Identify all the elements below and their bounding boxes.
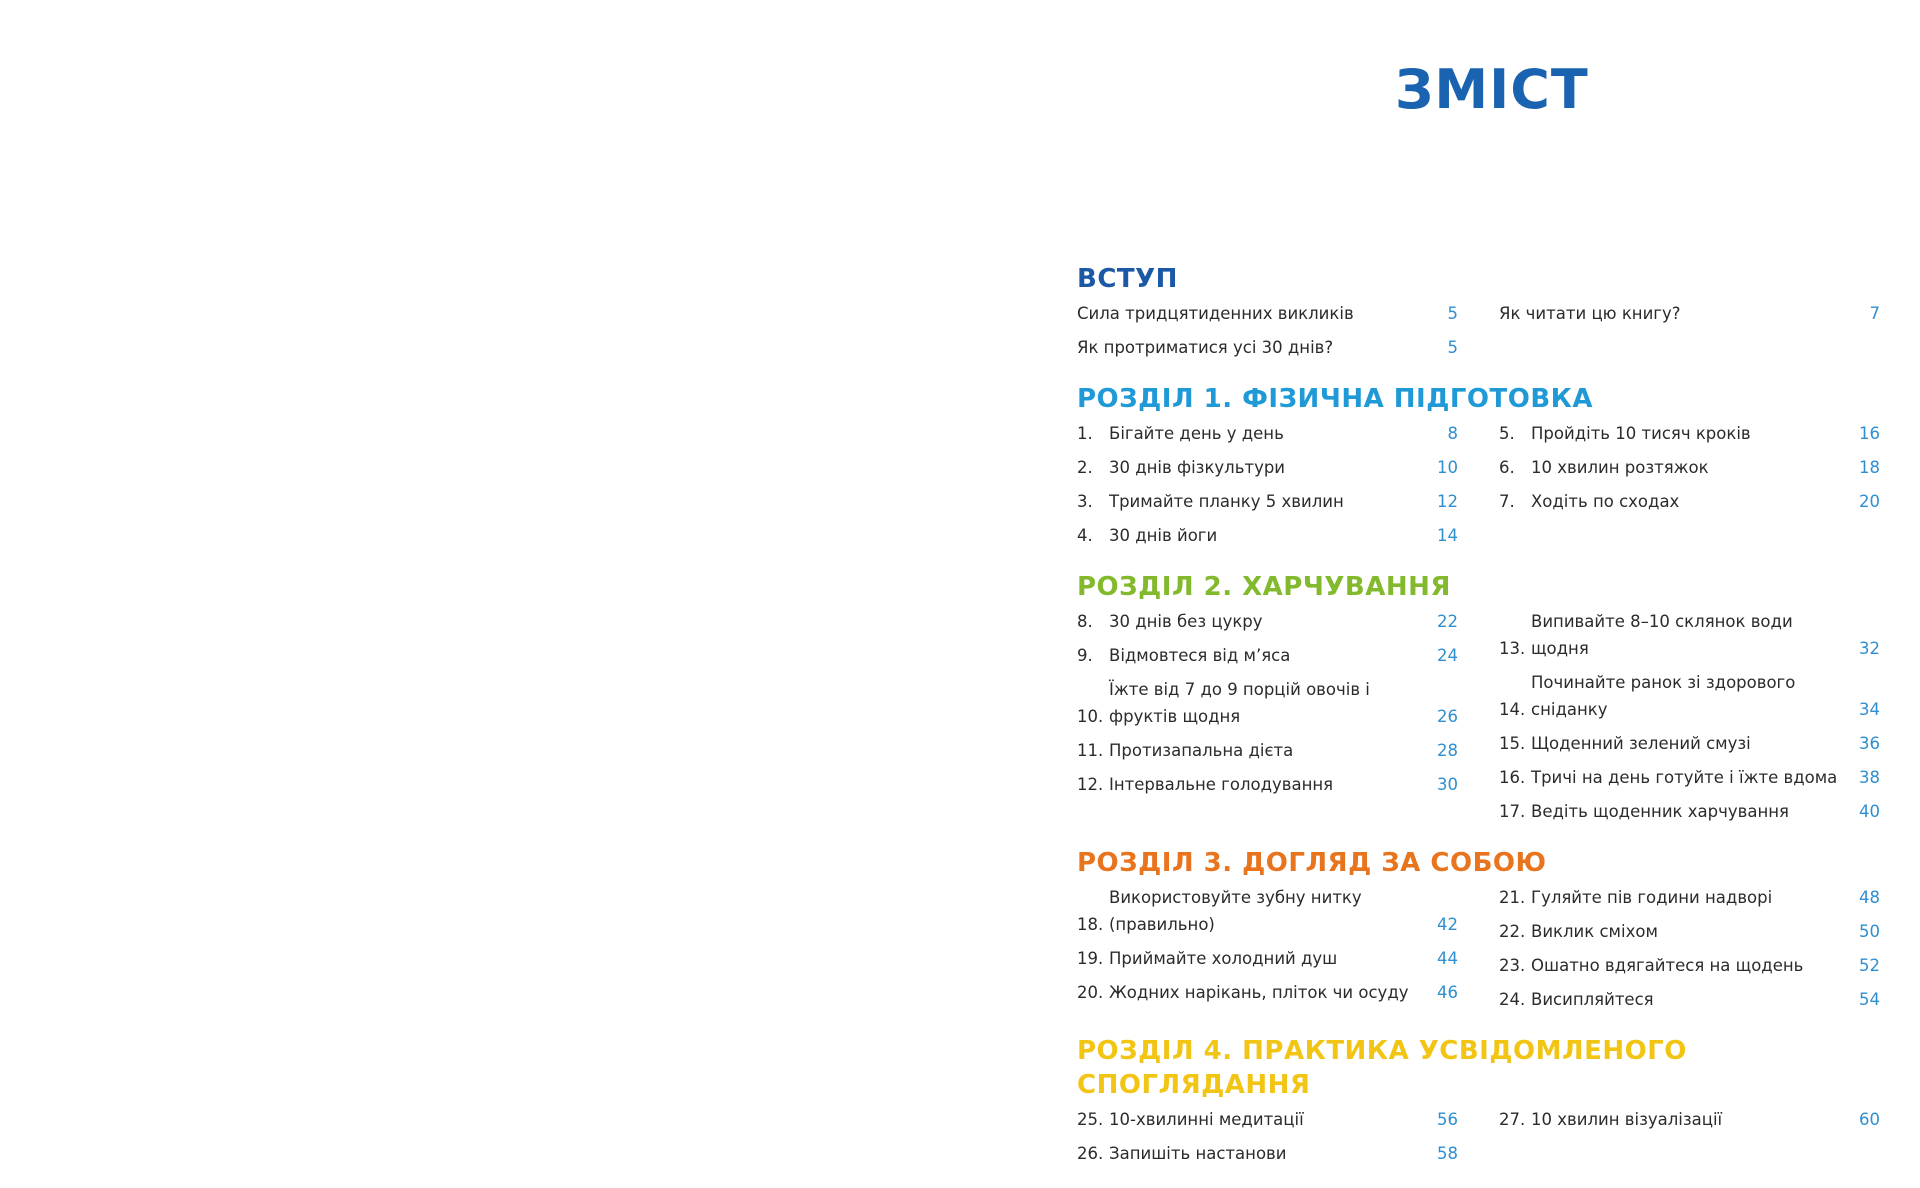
toc-entry[interactable] [1077,979,1458,1006]
toc-entry[interactable] [1499,884,1880,911]
entry-page-number: 24 [1437,646,1458,665]
left-column [1077,1106,1458,1174]
entry-title: Починайте ранок зі здорового сніданку [1531,673,1796,719]
page-title: ЗМІСТ [1395,58,1589,121]
entry-title: Тримайте планку 5 хвилин [1109,492,1344,511]
entry-page-number: 7 [1869,304,1880,323]
toc-section [1077,382,1880,556]
entry-title: 30 днів йоги [1109,526,1218,545]
entry-title: Випивайте 8–10 склянок води щодня [1531,612,1793,658]
entry-page-number: 10 [1437,458,1458,477]
right-column [1499,608,1880,832]
entry-page-number: 5 [1447,304,1458,323]
entry-page-number: 8 [1447,424,1458,443]
entry-title: Як протриматися усі 30 днів? [1077,338,1334,357]
entry-number: 2. [1077,458,1093,477]
right-column [1499,884,1880,1020]
entry-number: 24. [1499,990,1526,1009]
entry-title: 10-хвилинні медитації [1109,1110,1304,1129]
entry-number: 15. [1499,734,1526,753]
entry-title: 30 днів фізкультури [1109,458,1286,477]
section-columns [1077,1106,1880,1174]
entry-title: Висипляйтеся [1531,990,1654,1009]
entry-title: Їжте від 7 до 9 порцій овочів і фруктів щодня [1109,680,1370,726]
entry-page-number: 38 [1859,768,1880,787]
entry-title: Бігайте день у день [1109,424,1284,443]
toc-entry[interactable] [1499,420,1880,447]
entry-page-number: 60 [1859,1110,1880,1129]
toc-entry[interactable] [1077,454,1458,481]
entry-number: 3. [1077,492,1093,511]
entry-number: 27. [1499,1110,1526,1129]
section-title: РОЗДІЛ 1. ФІЗИЧНА ПІДГОТОВКА [1077,384,1594,414]
entry-page-number: 58 [1437,1144,1458,1163]
right-column [1499,1106,1880,1174]
entry-page-number: 26 [1437,707,1458,726]
entry-page-number: 48 [1859,888,1880,907]
entry-title: Протизапальна дієта [1109,741,1294,760]
entry-title: Жодних нарікань, пліток чи осуду [1109,983,1409,1002]
entry-number: 8. [1077,612,1093,631]
toc-entry[interactable] [1077,945,1458,972]
toc-entry[interactable] [1077,1106,1458,1133]
entry-page-number: 22 [1437,612,1458,631]
left-column [1077,884,1458,1020]
toc-entry[interactable] [1499,798,1880,825]
toc-entry[interactable] [1499,488,1880,515]
entry-title: Використовуйте зубну нитку (правильно) [1109,888,1362,934]
entry-title: Ходіть по сходах [1531,492,1680,511]
toc-entry[interactable] [1077,642,1458,669]
entry-page-number: 54 [1859,990,1880,1009]
section-title: РОЗДІЛ 4. ПРАКТИКА УСВІДОМЛЕНОГО СПОГЛЯДАННЯ [1077,1036,1687,1100]
entry-page-number: 16 [1859,424,1880,443]
toc-entry[interactable] [1077,676,1458,730]
entry-page-number: 12 [1437,492,1458,511]
entry-page-number: 32 [1859,639,1880,658]
entry-title: Пройдіть 10 тисяч кроків [1531,424,1751,443]
entry-number: 4. [1077,526,1093,545]
entry-number: 17. [1499,802,1526,821]
toc-entry[interactable] [1499,764,1880,791]
table-of-contents [1077,262,1880,1188]
entry-title: 10 хвилин візуалізації [1531,1110,1723,1129]
entry-page-number: 28 [1437,741,1458,760]
toc-entry[interactable] [1499,986,1880,1013]
left-column [1077,420,1458,556]
entry-title: Відмовтеся від м’яса [1109,646,1291,665]
entry-number: 20. [1077,983,1104,1002]
entry-title: Сила тридцятиденних викликів [1077,304,1354,323]
toc-entry[interactable] [1077,488,1458,515]
entry-page-number: 40 [1859,802,1880,821]
section-columns [1077,608,1880,832]
entry-page-number: 42 [1437,915,1458,934]
entry-number: 16. [1499,768,1526,787]
entry-number: 9. [1077,646,1093,665]
toc-entry[interactable] [1499,918,1880,945]
toc-section [1077,846,1880,1020]
entry-title: Виклик сміхом [1531,922,1658,941]
toc-entry[interactable] [1077,420,1458,447]
entry-title: Щоденний зелений смузі [1531,734,1751,753]
entry-page-number: 46 [1437,983,1458,1002]
toc-entry[interactable] [1499,669,1880,723]
entry-page-number: 52 [1859,956,1880,975]
section-title: ВСТУП [1077,264,1178,294]
toc-section [1077,262,1880,368]
entry-number: 18. [1077,915,1104,934]
toc-entry[interactable] [1499,300,1880,327]
section-columns [1077,884,1880,1020]
entry-number: 25. [1077,1110,1104,1129]
right-column [1499,420,1880,556]
entry-number: 1. [1077,424,1093,443]
entry-page-number: 56 [1437,1110,1458,1129]
entry-number: 23. [1499,956,1526,975]
entry-number: 13. [1499,639,1526,658]
toc-entry[interactable] [1077,1140,1458,1167]
entry-number: 21. [1499,888,1526,907]
entry-number: 22. [1499,922,1526,941]
entry-page-number: 34 [1859,700,1880,719]
toc-entry[interactable] [1077,300,1458,327]
entry-number: 26. [1077,1144,1104,1163]
entry-title: Запишіть настанови [1109,1144,1287,1163]
toc-entry[interactable] [1077,608,1458,635]
toc-entry[interactable] [1499,454,1880,481]
entry-title: Ошатно вдягайтеся на щодень [1531,956,1804,975]
entry-page-number: 50 [1859,922,1880,941]
toc-section [1077,1034,1880,1174]
left-column [1077,300,1458,368]
entry-number: 10. [1077,707,1104,726]
entry-title: Гуляйте пів години надворі [1531,888,1773,907]
left-column [1077,608,1458,832]
entry-number: 12. [1077,775,1104,794]
entry-page-number: 44 [1437,949,1458,968]
toc-entry[interactable] [1077,522,1458,549]
toc-section [1077,570,1880,832]
toc-entry[interactable] [1077,771,1458,798]
toc-entry[interactable] [1499,608,1880,662]
entry-page-number: 5 [1447,338,1458,357]
section-columns [1077,300,1880,368]
section-title: РОЗДІЛ 3. ДОГЛЯД ЗА СОБОЮ [1077,848,1547,878]
entry-number: 5. [1499,424,1515,443]
entry-number: 7. [1499,492,1515,511]
entry-page-number: 30 [1437,775,1458,794]
entry-page-number: 36 [1859,734,1880,753]
entry-title: Ведіть щоденник харчування [1531,802,1789,821]
entry-number: 14. [1499,700,1526,719]
right-column [1499,300,1880,368]
entry-title: 30 днів без цукру [1109,612,1263,631]
entry-title: Тричі на день готуйте і їжте вдома [1531,768,1838,787]
toc-entry[interactable] [1077,334,1458,361]
section-columns [1077,420,1880,556]
entry-number: 6. [1499,458,1515,477]
entry-number: 19. [1077,949,1104,968]
entry-page-number: 20 [1859,492,1880,511]
toc-entry[interactable] [1499,952,1880,979]
toc-entry[interactable] [1077,737,1458,764]
entry-title: Приймайте холодний душ [1109,949,1338,968]
entry-page-number: 18 [1859,458,1880,477]
entry-number: 11. [1077,741,1104,760]
toc-entry[interactable] [1077,884,1458,938]
section-title: РОЗДІЛ 2. ХАРЧУВАННЯ [1077,572,1451,602]
entry-page-number: 14 [1437,526,1458,545]
entry-title: Як читати цю книгу? [1499,304,1681,323]
entry-title: Інтервальне голодування [1109,775,1334,794]
toc-entry[interactable] [1499,730,1880,757]
entry-title: 10 хвилин розтяжок [1531,458,1709,477]
toc-entry[interactable] [1499,1106,1880,1133]
